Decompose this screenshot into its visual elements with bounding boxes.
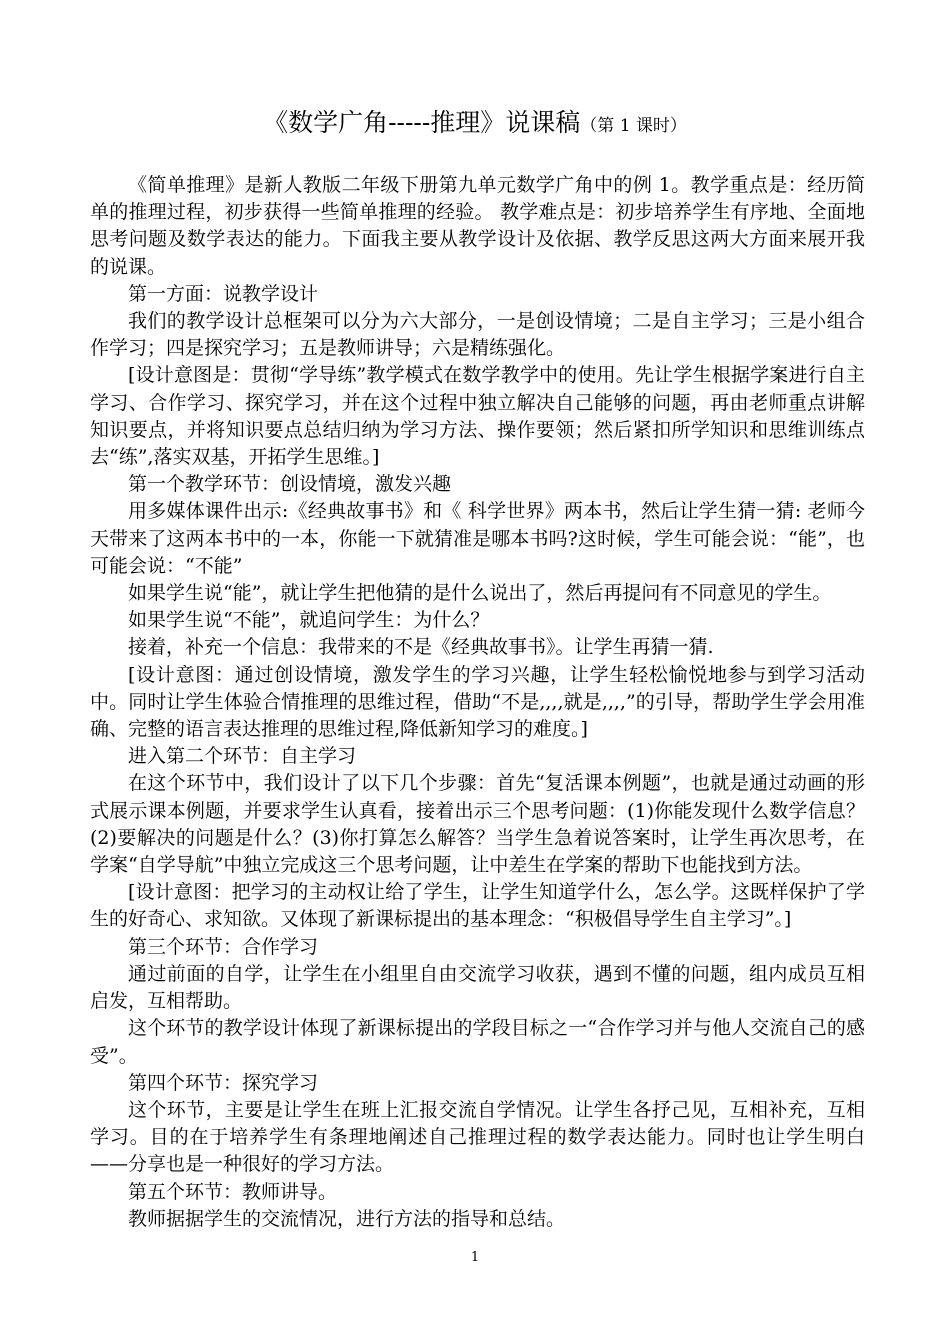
paragraph-design-intent-3: [设计意图：把学习的主动权让给了学生，让学生知道学什么，怎么学。这既样保护了学生的好奇心、求知欲。又体现了新课标提出的基本理念：“积极倡导学生自主学习”。]	[90, 881, 865, 931]
heading-step-two: 进入第二个环节：自主学习	[128, 745, 357, 768]
paragraph-framework: 我们的教学设计总框架可以分为六大部分，一是创设情境；二是自主学习；三是小组合作学习；四是探究学习；五是教师讲导；六是精练强化。	[90, 310, 865, 360]
paragraph-step-three: 通过前面的自学，让学生在小组里自由交流学习收获，遇到不懂的问题，组内成员互相启发，互相帮助。	[90, 962, 865, 1013]
paragraph-step-two: 在这个环节中，我们设计了以下几个步骤：首先“复活课本例题”，也就是通过动画的形式展示课本例题，并要求学生认真看，接着出示三个思考问题：(1)你能发现什么数学信息？(2)要解决的问题是什么？(3)你打算怎么解答？当学生急着说答案时，让学生再次思考，在学案“自学导航”中独立完成这三个思考问题，让中差生在学案的帮助下也能找到方法。	[90, 772, 865, 877]
title-note: （第 1 课时）	[580, 116, 687, 136]
document-title	[0, 106, 950, 143]
paragraph-if-no: 如果学生说“不能”，就追问学生：为什么？	[128, 609, 490, 632]
paragraph-step-five: 教师据据学生的交流情况，进行方法的指导和总结。	[128, 1207, 566, 1230]
paragraph-extra-info: 接着，补充一个信息：我带来的不是《经典故事书》。让学生再猜一猜.	[128, 636, 714, 659]
heading-step-one: 第一个教学环节：创设情境，激发兴趣	[128, 473, 452, 496]
heading-step-four: 第四个环节：探究学习	[128, 1071, 319, 1094]
paragraph-step-one: 用多媒体课件出示:《经典故事书》和《 科学世界》两本书，然后让学生猜一猜: 老师今天带来了这两本书中的一本，你能一下就猜准是哪本书吗?这时候，学生可能会说：“能”，也可能会说：“不能”	[90, 500, 865, 577]
paragraph-design-intent-2: [设计意图：通过创设情境，激发学生的学习兴趣，让学生轻松愉悦地参与到学习活动中。同时让学生体验合情推理的思维过程，借助“不是,,,,就是,,,,”的引导，帮助学生学会用准确、完整的语言表达推理的思维过程,降低新知学习的难度。]	[90, 663, 865, 741]
page-number: 1	[470, 1250, 480, 1265]
title-main: 《数学广角-----推理》说课稿	[263, 108, 581, 137]
heading-step-five: 第五个环节：教师讲导。	[128, 1180, 338, 1203]
paragraph-if-yes: 如果学生说“能”，就让学生把他猜的是什么说出了，然后再提问有不同意见的学生。	[128, 582, 832, 605]
paragraph-intro: 《简单推理》是新人教版二年级下册第九单元数学广角中的例 1。教学重点是：经历简单的推理过程，初步获得一些简单推理的经验。 教学难点是：初步培养学生有序地、全面地思考问题及数学表达的能力。下面我主要从教学设计及依据、教学反思这两大方面来展开我的说课。	[90, 174, 865, 278]
paragraph-step-four: 这个环节，主要是让学生在班上汇报交流自学情况。让学生各抒己见，互相补充，互相学习。目的在于培养学生有条理地阐述自己推理过程的数学表达能力。同时也让学生明白——分享也是一种很好的学习方法。	[90, 1098, 865, 1176]
heading-step-three: 第三个环节：合作学习	[128, 935, 319, 958]
heading-part-one: 第一方面：说教学设计	[128, 282, 319, 305]
document-body	[90, 172, 865, 1233]
paragraph-step-three-goal: 这个环节的教学设计体现了新课标提出的学段目标之一“合作学习并与他人交流自己的感受”。	[90, 1017, 865, 1067]
paragraph-design-intent-1: [设计意图是：贯彻“学导练”教学模式在数学教学中的使用。先让学生根据学案进行自主学习、合作学习、探究学习，并在这个过程中独立解决自己能够的问题，再由老师重点讲解知识要点，并将知识要点总结归纳为学习方法、操作要领；然后紧扣所学知识和思维训练点去“练”,落实双基，开拓学生思维。]	[90, 364, 865, 469]
